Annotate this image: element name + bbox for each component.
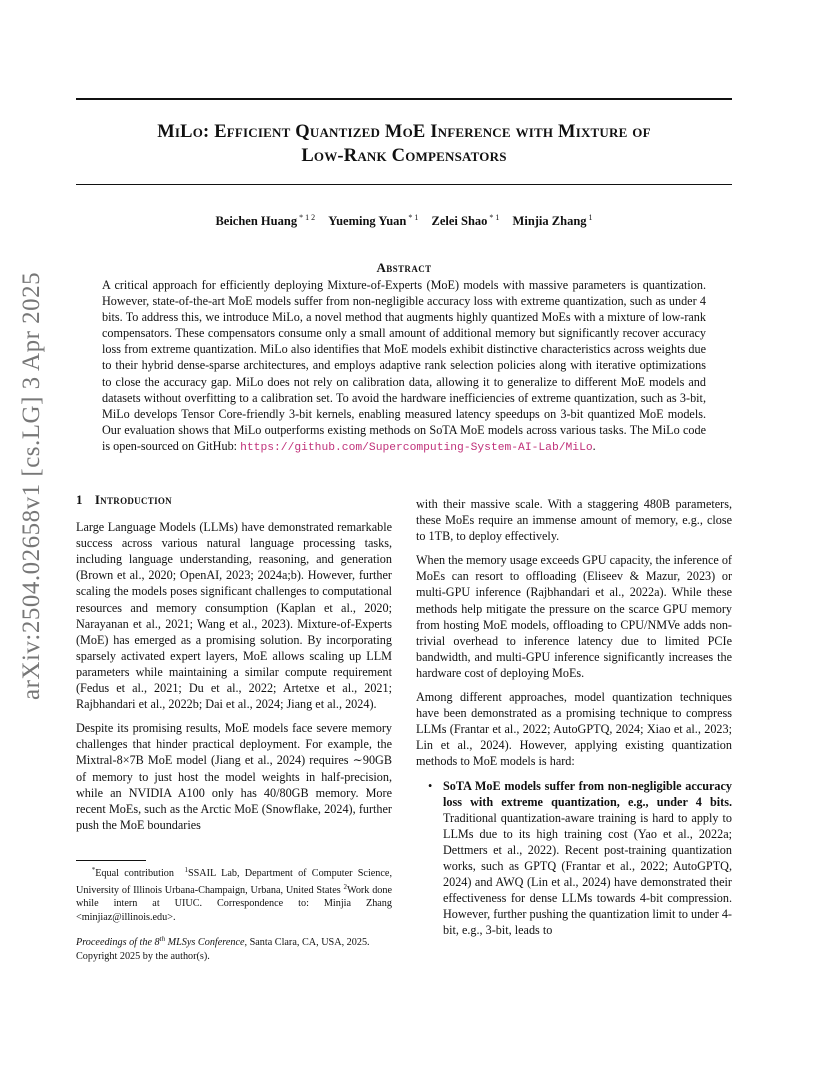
github-link[interactable]: https://github.com/Supercomputing-System-AI-Lab/MiLo (240, 441, 593, 454)
author-3: Zelei Shao $^{* 1}$ (431, 213, 500, 228)
right-column (416, 496, 732, 946)
paper-title-line2: Low-Rank Compensators (301, 146, 507, 166)
author-1: Beichen Huang $^{* 1 2}$ (215, 213, 316, 228)
section-heading-introduction: 1 Introduction (76, 492, 172, 507)
affiliation-footnote: *Equal contribution $^1$SSAIL Lab, Department of Computer Science, University of Illinois Urbana-Champaign, Urbana, United States $^2$Work done while intern at UIUC. Correspondence to: Minjia Zhang <minjiaz@illinois.edu>. (76, 866, 393, 923)
intro-paragraph-5: Among different approaches, model quantization techniques have been demonstrated as a promising technique to compress LLMs (Frantar et al., 2022; AutoGPTQ, 2024; Xiao et al., 2023; Lin et al., 2024). However, applying existing quantization methods to MoE models is hard: (416, 690, 732, 769)
bullet-icon: • (428, 778, 433, 793)
author-list (76, 213, 732, 229)
challenge-bullet-1: • SoTA MoE models suffer from non-negligible accuracy loss with extreme quantization, e.g., under 4 bits. Traditional quantization-aware training is hard to apply to LLMs due to its high training cost (Yao et al., 2022a; Dettmers et al., 2022). Recent post-training quantization works, such as GPTQ (Frantar et al., 2022; AutoGPTQ, 2024) and AWQ (Lin et al., 2024) have demonstrated their effectiveness for dense LLMs towards 4-bit compression. However, further pushing the quantization limit to under 4-bit, e.g., 3-bit, leads to (428, 778, 732, 938)
author-4: Minjia Zhang $^1$ (512, 213, 593, 228)
arxiv-stamp: arXiv:2504.02658v1 [cs.LG] 3 Apr 2025 (18, 271, 45, 700)
proceedings-note: Proceedings of the 8th MLSys Conference, Santa Clara, CA, USA, 2025. Copyright 2025 by the author(s). (76, 935, 370, 962)
author-2: Yueming Yuan $^{* 1}$ (328, 213, 419, 228)
abstract-body: A critical approach for efficiently deploying Mixture-of-Experts (MoE) models with massive parameters is quantization. However, state-of-the-art MoE models suffer from non-negligible accuracy loss with extreme quantization, such as under 4 bits. To address this, we introduce MiLo, a novel method that augments highly quantized MoEs with a mixture of low-rank compensators. These compensators consume only a small amount of additional memory but significantly recover accuracy loss from extreme quantization. MiLo also identifies that MoE models exhibit distinctive characteristics across weights due to their hybrid dense-sparse architectures, and employs adaptive rank selection policies along with iterative optimizations to close the accuracy gap. MiLo does not rely on calibration data, allowing it to generalize to different MoE models and datasets without overfitting to a calibration set. To avoid the hardware inefficiencies of extreme quantization, such as 3-bit, MiLo develops Tensor Core-friendly 3-bit kernels, enabling measured latency speedups on 3-bit quantized MoE models. Our evaluation shows that MiLo outperforms existing methods on SoTA MoE models across various tasks. The MiLo code is open-sourced on GitHub: https://github.com/Supercomputing-System-AI-Lab/MiLo. (102, 278, 706, 454)
paper-title-line1: MiLo: Efficient Quantized MoE Inference with Mixture of (157, 122, 651, 142)
title-rule-bottom (76, 184, 732, 185)
intro-paragraph-3: with their massive scale. With a staggering 480B parameters, these MoEs require an immense amount of memory, e.g., close to 1TB, to deploy effectively. (416, 497, 732, 544)
title-rule-top (76, 98, 732, 100)
intro-paragraph-2: Despite its promising results, MoE models face severe memory challenges that hinder practical deployment. For example, the Mixtral-8×7B MoE model (Jiang et al., 2024) requires ∼90GB of memory to just host the model weights in half-precision, while an NVIDIA A100 only has 40/80GB memory. More recent MoEs, such as the Arctic MoE (Snowflake, 2024), further push the MoE boundaries (76, 721, 392, 832)
left-column (76, 492, 392, 841)
footnote-rule (76, 860, 146, 861)
intro-paragraph-1: Large Language Models (LLMs) have demonstrated remarkable success across various natural language processing tasks, including language understanding, reasoning, and generation (Brown et al., 2020; OpenAI, 2023; 2024a;b). However, further scaling the models poses significant challenges to computational resources and memory consumption (Kaplan et al., 2020; Narayanan et al., 2021; Wang et al., 2023). Mixture-of-Experts (MoE) has emerged as a promising solution. By incorporating sparsely activated expert layers, MoE allows scaling up LLM parameters while maintaining a similar compute requirement (Fedus et al., 2021; Du et al., 2022; Artetxe et al., 2021; Rajbhandari et al., 2022b; Dai et al., 2024; Jiang et al., 2024). (76, 520, 392, 712)
abstract-heading: Abstract (376, 260, 432, 275)
intro-paragraph-4: When the memory usage exceeds GPU capacity, the inference of MoEs can resort to offloading (Eliseev & Mazur, 2023) or multi-GPU inference (Rajbhandari et al., 2022a). While these methods help mitigate the pressure on the scarce GPU memory from hosting MoE models, offloading to CPU/NMVe adds non-trivial overhead to inference latency due to limited PCIe bandwidth, and multi-GPU inference significantly increases the hardware cost of deploying MoEs. (416, 553, 732, 680)
